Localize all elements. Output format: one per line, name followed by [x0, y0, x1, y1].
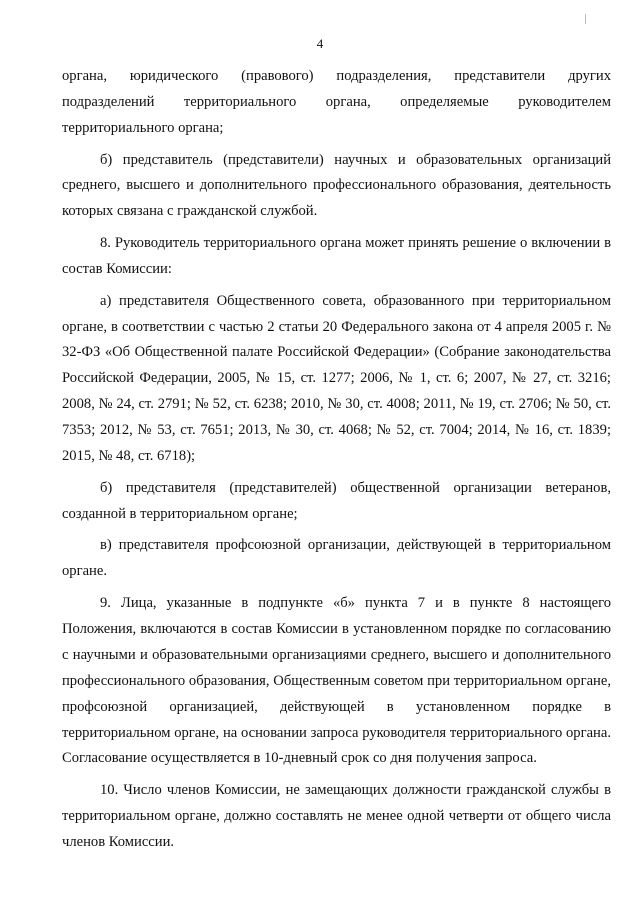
paragraph-continuation: органа, юридического (правового) подразделения, представители других подразделений территориального органа, определяемые руководителем территориального органа; — [62, 68, 611, 136]
paragraph-9: 9. Лица, указанные в подпункте «б» пункта 7 и в пункте 8 настоящего Положения, включаются в состав Комиссии в установленном порядке по согласованию с научными и образовательными организациями среднего, высшего и дополнительного профессионального образования, Общественным советом при территориальном органе, профсоюзной организацией, действующей в установленном порядке в территориальном органе, на основании запроса руководителя территориального органа. Согласование осуществляется в 10-дневный срок со дня получения запроса. — [62, 595, 611, 767]
paragraph-item-8a: а) представителя Общественного совета, образованного при территориальном органе, в соответствии с частью 2 статьи 20 Федерального закона от 4 апреля 2005 г. № 32-ФЗ «Об Общественной палате Российской Федерации» (Собрание законодательства Российской Федерации, 2005, № 15, ст. 1277; 2006, № 1, ст. 6; 2007, № 27, ст. 3216; 2008, № 24, ст. 2791; № 52, ст. 6238; 2010, № 30, ст. 4008; 2011, № 19, ст. 2706; № 50, ст. 7353; 2012, № 53, ст. 7651; 2013, № 30, ст. 4068; № 52, ст. 7004; 2014, № 16, ст. 1839; 2015, № 48, ст. 6718); — [62, 292, 611, 465]
paragraph-8: 8. Руководитель территориального органа может принять решение о включении в состав Комиссии: — [62, 235, 611, 277]
paragraph-item-8v: в) представителя профсоюзной организации, действующей в территориальном органе. — [62, 537, 611, 580]
paragraph-item-7b: б) представитель (представители) научных и образовательных организаций среднего, высшего и дополнительного профессионального образования, деятельность которых связана с гражданской службой. — [62, 151, 611, 220]
paragraph-item-8b: б) представителя (представителей) общественной организации ветеранов, созданной в территориальном органе; — [62, 479, 611, 522]
paragraph-10: 10. Число членов Комиссии, не замещающих должности гражданской службы в территориальном органе, должно составлять не менее одной четверти от общего числа членов Комиссии. — [62, 782, 611, 850]
scan-mark — [585, 14, 586, 24]
document-body — [62, 64, 611, 862]
page-number: 4 — [316, 36, 324, 51]
